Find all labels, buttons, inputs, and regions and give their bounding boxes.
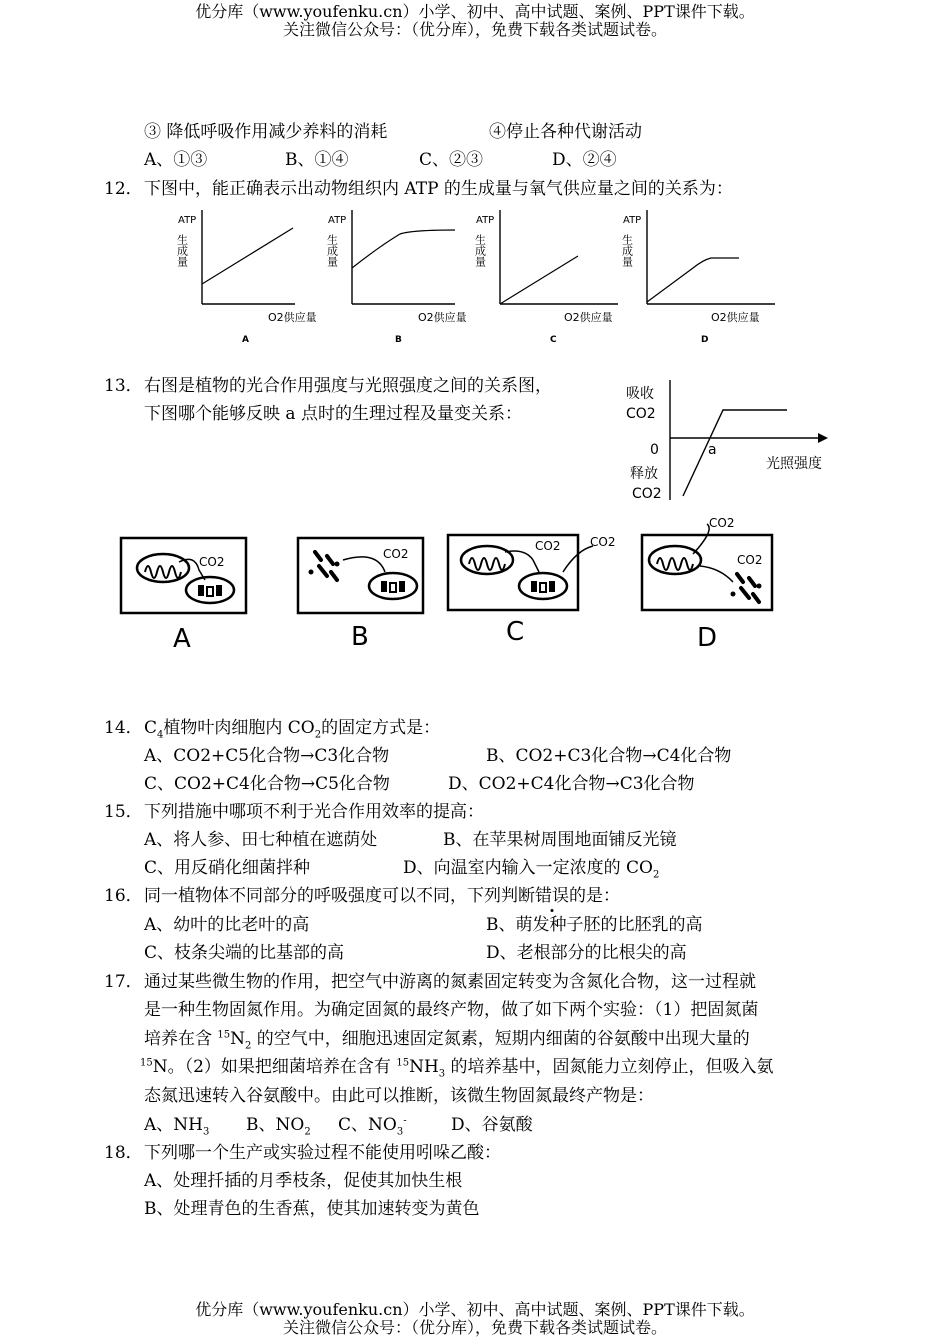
- q12-graph-b-ylabel-top: ATP: [328, 215, 347, 226]
- q15-stem: 下列措施中哪项不利于光合作用效率的提高：: [144, 802, 484, 822]
- q13-graph-xlabel: 光照强度: [766, 456, 822, 472]
- q11-item-3: ③ 降低呼吸作用减少养料的消耗: [144, 122, 388, 142]
- q13-cell-d-co2-outer: CO2: [709, 516, 735, 530]
- q13-stem-1: 右图是植物的光合作用强度与光照强度之间的关系图，: [144, 376, 552, 396]
- q12-graph-c: [474, 210, 619, 345]
- q13-graph-curve: [683, 410, 787, 496]
- q12-graph-c-curve: [500, 256, 578, 304]
- q12-graph-b-curve: [352, 230, 455, 268]
- q13-cell-c: [448, 535, 615, 647]
- q13-cell-b: [298, 538, 423, 652]
- footer-line-1: 优分库（www.youfenku.cn）小学、初中、高中试题、案例、PPT课件下载。: [195, 1300, 755, 1319]
- header-line-2: 关注微信公众号：（优分库），免费下载各类试题试卷。: [282, 20, 667, 39]
- q14-option-d: D、CO2+C4化合物→C3化合物: [448, 774, 695, 794]
- q16-number: 16．: [104, 886, 143, 906]
- q17-line-2: 是一种生物固氮作用。为确定固氮的最终产物，做了如下两个实验：（1）把固氮菌: [144, 1000, 759, 1020]
- q13-cell-d: [642, 516, 772, 653]
- q12-graph-a: [176, 210, 317, 345]
- q12-stem: 下图中，能正确表示出动物组织内 ATP 的生成量与氧气供应量之间的关系为：: [144, 179, 733, 199]
- footer-line-2: 关注微信公众号：（优分库），免费下载各类试题试卷。: [282, 1318, 667, 1337]
- q13-cell-b-letter: B: [351, 622, 369, 652]
- q13-cell-c-co2-inner: CO2: [535, 539, 561, 553]
- q13-number: 13．: [104, 376, 143, 396]
- q14-option-a: A、CO2+C5化合物→C3化合物: [144, 746, 390, 766]
- q12-graph-d-ylabel: 生成量: [620, 234, 634, 267]
- q12-graph-d-xlabel: O2供应量: [711, 311, 760, 324]
- q12-graph-a-curve: [202, 228, 293, 284]
- q11-option-c: C、②③: [419, 150, 484, 170]
- q16-option-d: D、老根部分的比根尖的高: [486, 943, 687, 963]
- q17-option-b: B、$NO_2$: [246, 1115, 311, 1138]
- q13-graph-co2-top: CO2: [626, 406, 656, 422]
- q17-line-1: 通过某些微生物的作用，把空气中游离的氮素固定转变为含氮化合物，这一过程就: [144, 972, 756, 992]
- q13-graph-point-a: a: [708, 442, 717, 458]
- q16-option-a: A、幼叶的比老叶的高: [144, 915, 310, 935]
- q13-cell-d-co2-inner: CO2: [737, 553, 763, 567]
- q17-line-3: 培养在含 $^{15}N_2$ 的空气中，细胞迅速固定氮素，短期内细菌的谷氨酸中出现大量的: [144, 1029, 750, 1052]
- q13-cell-c-co2-outer: CO2: [590, 535, 616, 549]
- q15-option-c: C、用反硝化细菌拌种: [144, 858, 311, 878]
- q11-option-b: B、①④: [285, 150, 349, 170]
- q12-graph-c-xlabel: O2供应量: [564, 311, 613, 324]
- q12-graph-d-curve: [647, 258, 739, 302]
- q13-cell-c-letter: C: [506, 617, 525, 647]
- q15-option-a: A、将人参、田七种植在遮荫处: [144, 830, 378, 850]
- q12-graphs: [170, 206, 780, 346]
- q14-option-c: C、CO2+C4化合物→C5化合物: [144, 774, 390, 794]
- q17-number: 17．: [104, 972, 143, 992]
- q12-graph-a-letter: A: [242, 335, 249, 345]
- q13-cell-diagrams: [115, 510, 785, 655]
- q12-graph-d: [621, 210, 776, 345]
- q12-graph-d-ylabel-top: ATP: [623, 215, 642, 226]
- q12-graph-d-letter: D: [701, 335, 709, 345]
- q17-option-d: D、谷氨酸: [451, 1115, 533, 1135]
- q13-cell-a-letter: A: [173, 624, 191, 654]
- q18-option-b: B、处理青色的生香蕉，使其加速转变为黄色: [144, 1199, 480, 1219]
- q14-stem: $C_4$植物叶肉细胞内 $CO_2$的固定方式是：: [144, 718, 441, 741]
- q12-graph-a-ylabel-top: ATP: [178, 215, 197, 226]
- q13-stem-2: 下图哪个能够反映 a 点时的生理过程及量变关系：: [144, 404, 522, 424]
- q16-emphasis: 错误: [535, 886, 569, 906]
- q17-line-4: $^{15}$N。（2）如果把细菌培养在含有 $^{15}NH_3$ 的培养基中，固氮能力立刻停止，但吸入氨: [140, 1057, 774, 1080]
- q11-option-a: A、①③: [144, 150, 208, 170]
- q13-graph-co2-bottom: CO2: [632, 486, 662, 502]
- q12-graph-c-letter: C: [550, 335, 557, 345]
- q12-graph-b-xlabel: O2供应量: [418, 311, 467, 324]
- q12-graph-a-xlabel: O2供应量: [268, 311, 317, 324]
- q13-cell-a-co2: CO2: [199, 555, 225, 569]
- q18-option-a: A、处理扦插的月季枝条，促使其加快生根: [144, 1171, 463, 1191]
- q14-number: 14．: [104, 718, 143, 738]
- q12-graph-b: [326, 210, 467, 345]
- q13-cell-d-letter: D: [697, 623, 718, 653]
- q13-graph-release: 释放: [630, 466, 658, 482]
- q13-graph-zero: 0: [650, 442, 659, 458]
- header-line-1: 优分库（www.youfenku.cn）小学、初中、高中试题、案例、PPT课件下载。: [195, 2, 755, 21]
- q18-number: 18．: [104, 1143, 143, 1163]
- q17-option-a: A、$NH_3$: [144, 1115, 210, 1138]
- q16-option-b: B、萌发种子胚的比胚乳的高: [486, 915, 703, 935]
- q15-option-b: B、在苹果树周围地面铺反光镜: [443, 830, 677, 850]
- q16-stem: 同一植物体不同部分的呼吸强度可以不同，下列判断错误的是：: [144, 886, 620, 906]
- q17-line-5: 态氮迅速转入谷氨酸中。由此可以推断，该微生物固氮最终产物是：: [144, 1086, 654, 1106]
- q13-graph-x-arrow: [818, 433, 828, 443]
- q18-stem: 下列哪一个生产或实验过程不能使用吲哚乙酸：: [144, 1143, 501, 1163]
- q13-light-graph: [620, 378, 835, 508]
- q12-graph-c-ylabel: 生成量: [473, 234, 487, 267]
- q12-graph-a-ylabel: 生成量: [175, 234, 189, 267]
- q17-option-c: C、$NO_3^-$: [338, 1115, 407, 1138]
- q11-item-4: ④停止各种代谢活动: [489, 122, 642, 142]
- q15-number: 15．: [104, 802, 143, 822]
- q12-graph-b-letter: B: [395, 335, 402, 345]
- q12-graph-b-ylabel: 生成量: [325, 234, 339, 267]
- q13-cell-b-co2: CO2: [383, 547, 409, 561]
- q11-option-d: D、②④: [552, 150, 617, 170]
- q13-cell-a: [121, 538, 246, 654]
- q16-option-c: C、枝条尖端的比基部的高: [144, 943, 345, 963]
- q12-number: 12．: [104, 179, 143, 199]
- q15-option-d: D、向温室内输入一定浓度的 $CO_2$: [403, 858, 660, 881]
- q13-graph-absorb: 吸收: [626, 386, 654, 402]
- q12-graph-c-ylabel-top: ATP: [476, 215, 495, 226]
- q14-option-b: B、CO2+C3化合物→C4化合物: [486, 746, 732, 766]
